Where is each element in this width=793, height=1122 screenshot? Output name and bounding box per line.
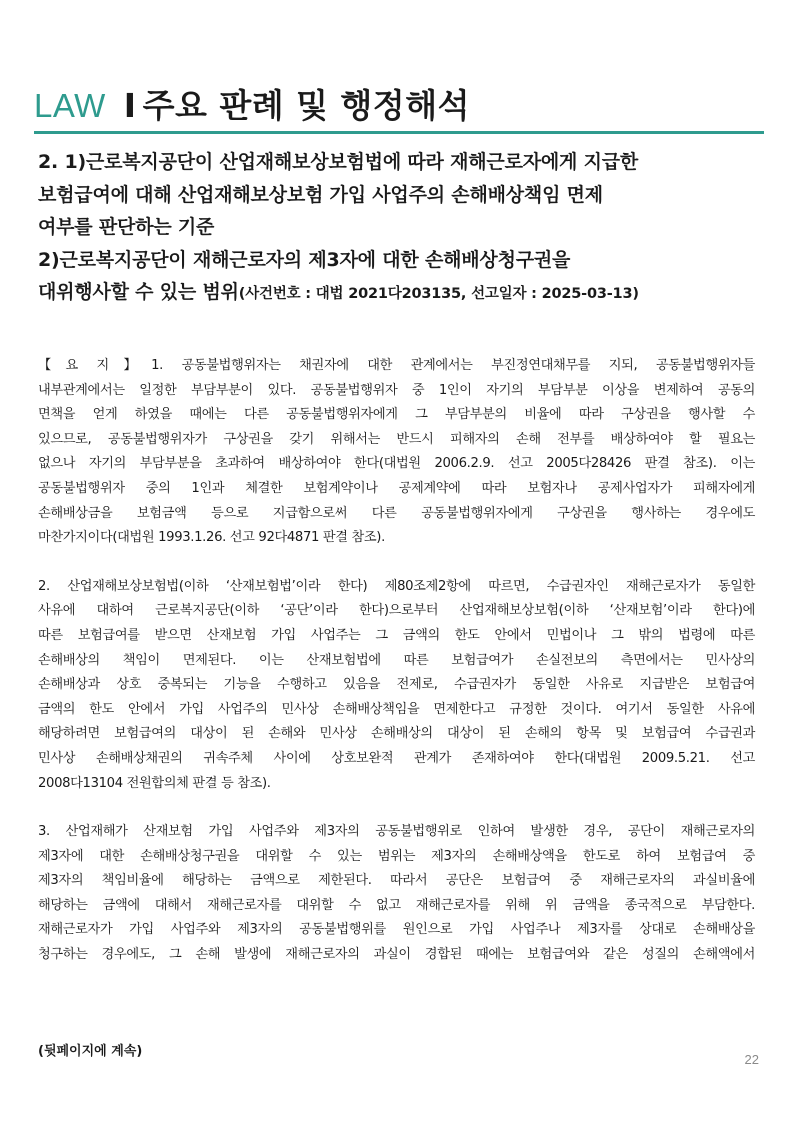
- text-line: 마찬가지이다(대법원 1993.1.26. 선고 92다4871 판결 참조).: [38, 530, 385, 546]
- case-title-line: 보험급여에 대해 산업재해보상보험 가입 사업주의 손해배상책임 면제: [38, 183, 603, 206]
- text-line: 내부관계에서는 일정한 부담부분이 있다. 공동불법행위자 중 1인이 자기의 부담부분 이상을 변제하여 공동의: [38, 382, 755, 398]
- page-number: 22: [744, 1052, 759, 1067]
- text-line: 손해배상의 책임이 면제된다. 이는 산재보험법에 따른 보험급여가 손실전보의 측면에서는 민사상의: [38, 652, 755, 668]
- text-line: 해당하려면 보험급여의 대상이 된 손해와 민사상 손해배상의 대상이 된 손해의 항목 및 보험급여 수급권과: [38, 726, 755, 742]
- section-label: LAW: [34, 87, 106, 124]
- page-header: [34, 86, 764, 126]
- text-line: 금액의 한도 안에서 가입 사업주의 민사상 손해배상책임을 면제한다고 규정한 것이다. 여기서 동일한 사유에: [38, 701, 755, 717]
- text-line: 사유에 대하여 근로복지공단(이하 ‘공단’이라 한다)으로부터 산업재해보상보험(이하 ‘산재보험’이라 한다)에: [38, 603, 755, 619]
- continued-note: (뒷페이지에 계속): [38, 1044, 143, 1059]
- text-line: 손해배상과 상호 중복되는 기능을 수행하고 있음을 전제로, 수급권자가 동일한 사유로 지급받은 보험급여: [38, 677, 755, 693]
- text-line: 해당하는 금액에 대해서 재해근로자를 대위할 수 없고 재해근로자를 위해 위 금액을 종국적으로 부담한다.: [38, 897, 755, 913]
- case-title-line: 여부를 판단하는 기준: [38, 216, 215, 238]
- case-title-line: 2)근로복지공단이 재해근로자의 제3자에 대한 손해배상청구권을: [38, 248, 571, 271]
- text-line: 공동불법행위자 중의 1인과 체결한 보험계약이나 공제계약에 따라 보험자나 공제사업자가 피해자에게: [38, 480, 755, 496]
- text-line: 2008다13104 전원합의체 판결 등 참조).: [38, 775, 271, 791]
- text-line: 2. 산업재해보상보험법(이하 ‘산재보험법’이라 한다) 제80조제2항에 따르면, 수급권자인 재해근로자가 동일한: [38, 578, 755, 594]
- paragraph-summary-1: [38, 354, 755, 551]
- text-line: 3. 산업재해가 산재보험 가입 사업주와 제3자의 공동불법행위로 인하여 발생한 경우, 공단이 재해근로자의: [38, 824, 755, 840]
- section-title: 주요 판례 및 행정해석: [142, 86, 470, 125]
- case-heading: [38, 146, 758, 311]
- text-line: 청구하는 경우에도, 그 손해 발생에 재해근로자의 과실이 경합된 때에는 보험급여와 같은 성질의 손해액에서: [38, 947, 755, 963]
- text-line: 제3자의 책임비율에 해당하는 금액으로 제한된다. 따라서 공단은 보험급여 중 재해근로자의 과실비율에: [38, 873, 755, 889]
- case-meta: (사건번호 : 대법 2021다203135, 선고일자 : 2025-03-13): [238, 286, 639, 302]
- case-title-line: 2. 1)근로복지공단이 산업재해보상보험법에 따라 재해근로자에게 지급한: [38, 151, 639, 173]
- text-line: 【요 지】1. 공동불법행위자는 채권자에 대한 관계에서는 부진정연대채무를 지되, 공동불법행위자들: [38, 358, 755, 373]
- paragraph-summary-3: [38, 820, 755, 968]
- text-line: 있으므로, 공동불법행위자가 구상권을 갖기 위해서는 반드시 피해자의 손해 전부를 배상하여야 할 필요는: [38, 431, 755, 447]
- text-line: 면책을 얻게 하였을 때에는 다른 공동불법행위자에게 그 부담부분의 비율에 따라 구상권을 행사할 수: [38, 407, 755, 423]
- text-line: 손해배상금을 보험금액 등으로 지급함으로써 다른 공동불법행위자에게 구상권을 행사하는 경우에도: [38, 505, 755, 521]
- text-line: 제3자에 대한 손해배상청구권을 대위할 수 있는 범위는 제3자의 손해배상액을 한도로 하여 보험급여 중: [38, 848, 755, 864]
- text-line: 없으나 자기의 부담부분을 초과하여 배상하여야 한다(대법원 2006.2.9. 선고 2005다28426 판결 참조). 이는: [38, 456, 755, 472]
- paragraph-summary-2: [38, 575, 755, 796]
- header-separator: I: [123, 86, 137, 125]
- text-line: 민사상 손해배상채권의 귀속주체 사이에 상호보완적 관계가 존재하여야 한다(대법원 2009.5.21. 선고: [38, 750, 755, 766]
- text-line: 따른 보험급여를 받으면 산재보험 가입 사업주는 그 금액의 한도 안에서 민법이나 그 밖의 법령에 따른: [38, 627, 755, 643]
- text-line: 재해근로자가 가입 사업주와 제3자의 공동불법행위를 원인으로 가입 사업주나 제3자를 상대로 손해배상을: [38, 922, 755, 938]
- case-title-line: [38, 276, 758, 311]
- case-title-last: 대위행사할 수 있는 범위: [38, 281, 239, 303]
- header-rule: [34, 131, 764, 134]
- document-body: [38, 354, 755, 992]
- header-title: [34, 86, 764, 126]
